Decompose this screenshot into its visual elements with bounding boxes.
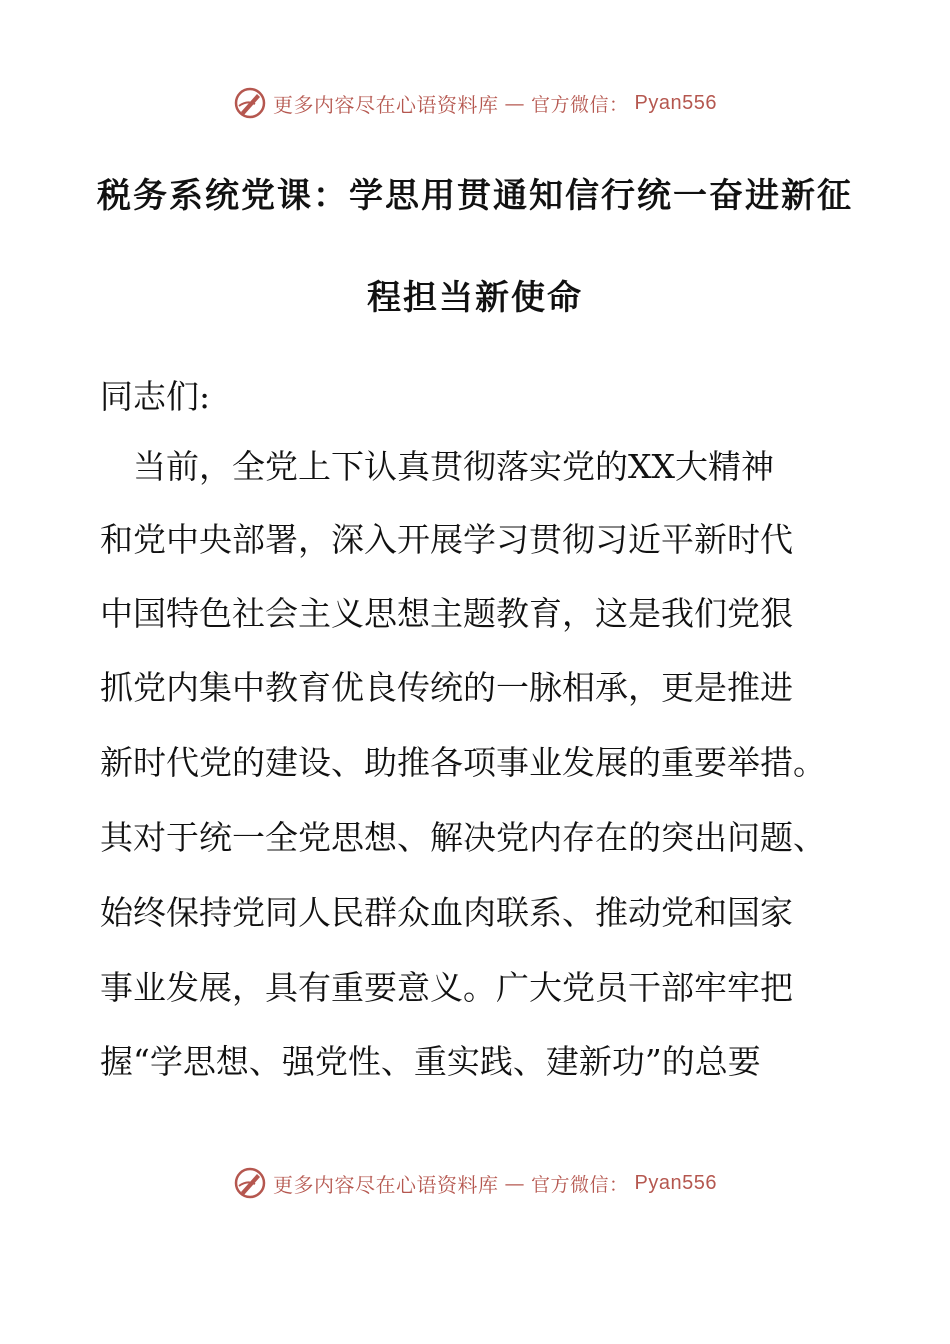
wechat-label: 官方微信： bbox=[531, 1173, 629, 1196]
body-line: 始终保持党同人民群众血肉联系、推动党和国家 bbox=[100, 893, 793, 932]
body-line: 其对于统一全党思想、解决党内存在的突出问题、 bbox=[100, 818, 826, 857]
body-line: 和党中央部署，深入开展学习贯彻习近平新时代 bbox=[100, 520, 793, 559]
footer-watermark bbox=[0, 1163, 950, 1203]
pen-logo-icon bbox=[233, 86, 267, 120]
body-line: 事业发展，具有重要意义。广大党员干部牢牢把 bbox=[100, 968, 793, 1007]
banner-dash: — bbox=[504, 91, 525, 115]
body-line: 中国特色社会主义思想主题教育，这是我们党狠 bbox=[100, 594, 793, 633]
library-text: 更多内容尽在心语资料库 bbox=[273, 92, 499, 117]
header-watermark bbox=[0, 83, 950, 123]
body-line: 抓党内集中教育优良传统的一脉相承，更是推进 bbox=[100, 668, 793, 707]
body-line: 当前，全党上下认真贯彻落实党的XX大精神 bbox=[100, 447, 774, 486]
wechat-id: Pyan556 bbox=[634, 91, 717, 114]
page-title-line-2: 程担当新使命 bbox=[367, 278, 583, 318]
body-line: 握“学思想、强党性、重实践、建新功”的总要 bbox=[100, 1042, 761, 1081]
pen-logo-icon bbox=[233, 1166, 267, 1200]
library-text: 更多内容尽在心语资料库 bbox=[273, 1172, 499, 1197]
banner-dash: — bbox=[504, 1171, 525, 1195]
wechat-label: 官方微信： bbox=[531, 93, 629, 116]
wechat-id: Pyan556 bbox=[634, 1171, 717, 1194]
salutation: 同志们: bbox=[100, 377, 211, 416]
body-line: 新时代党的建设、助推各项事业发展的重要举措。 bbox=[100, 743, 826, 782]
page-title-line-1: 税务系统党课：学思用贯通知信行统一奋进新征 bbox=[97, 176, 853, 216]
